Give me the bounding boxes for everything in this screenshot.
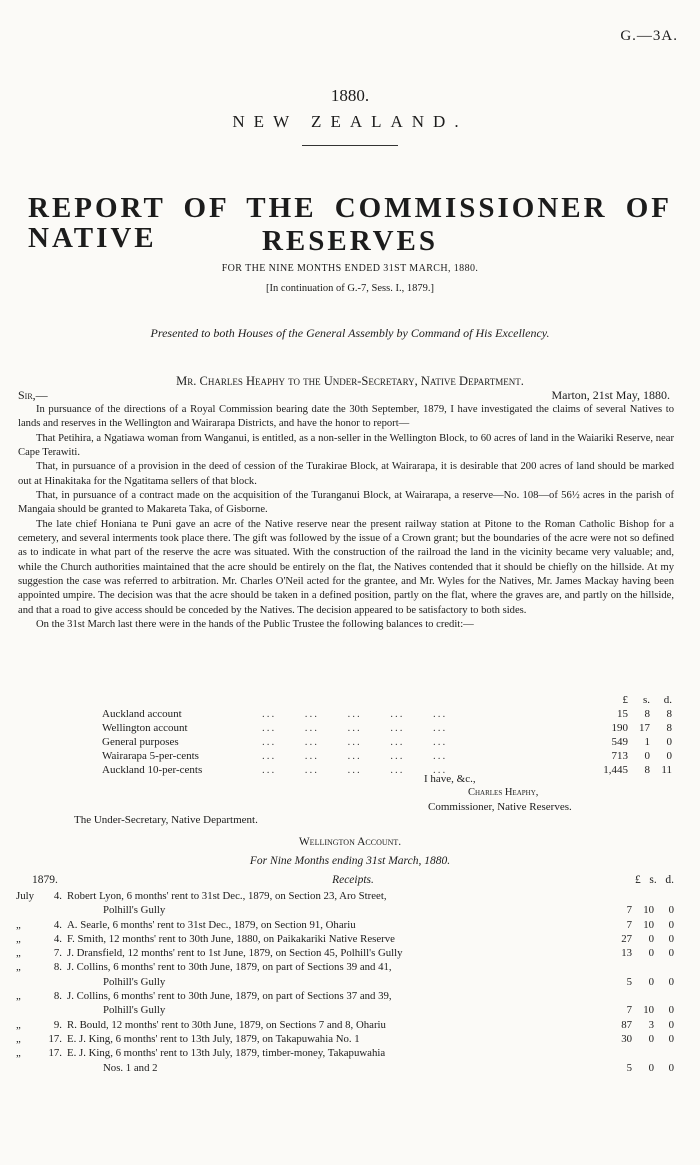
balances-currency-header <box>102 693 672 707</box>
leader-dots: ... ... ... ... ... <box>262 736 448 748</box>
pence-header: d. <box>663 694 672 706</box>
balance-name: Auckland account <box>102 708 182 720</box>
entry-shillings: 0 <box>648 947 654 960</box>
entry-shillings: 0 <box>648 1061 654 1074</box>
entry-day: 7. <box>53 947 62 960</box>
balance-pounds: 190 <box>611 722 628 734</box>
balance-name: Auckland 10-per-cents <box>102 764 203 776</box>
pounds-header: £ <box>622 694 628 706</box>
account-entry <box>16 946 674 960</box>
country-name: NEW ZEALAND. <box>232 112 468 131</box>
shillings-header: s. <box>642 694 650 706</box>
report-title-line-1: REPORT OF THE COMMISSIONER OF NATIVE <box>28 192 672 254</box>
entry-continuation: Polhill's Gully <box>103 904 166 917</box>
balance-shillings: 0 <box>644 750 650 762</box>
paragraph: That, in pursuance of a contract made on the acquisition of the Turanganui Block, at Wairarapa, a reserve—No. 108—of 56½ acres in the parish of Mangaia should be granted to Makareta Taka, of Gisborne. <box>18 490 674 516</box>
paragraph: That, in pursuance of a provision in the deed of cession of the Turakirae Block, at Wairarapa, it is desirable that 200 acres of land should be marked out at Hinakitaka for the Ngatitama sellers of that block. <box>18 461 674 487</box>
entry-month: „ <box>16 1047 21 1060</box>
entry-text: Robert Lyon, 6 months' rent to 31st Dec., 1879, on Section 23, Aro Street, <box>67 890 387 902</box>
entry-text: F. Smith, 12 months' rent to 30th June, 1880, on Paikakariki Native Reserve <box>67 932 395 945</box>
entry-month: „ <box>16 990 21 1003</box>
entry-pounds: 7 <box>626 1004 632 1017</box>
paragraph: In pursuance of the directions of a Royal Commission bearing date the 30th September, 1879, I have investigated the claims of several Natives to lands and reserves in the Wellington and Wairarapa Districts, and have the honor to report— <box>18 404 674 430</box>
entry-shillings: 10 <box>643 1004 654 1017</box>
entry-pounds: 87 <box>621 1018 632 1031</box>
account-entry <box>16 1046 674 1075</box>
balance-name: Wairarapa 5-per-cents <box>102 750 199 762</box>
balance-row <box>102 763 672 777</box>
balance-name: General purposes <box>102 736 179 748</box>
pence-header: d. <box>665 874 674 886</box>
presented-note: Presented to both Houses of the General Assembly by Command of His Excellency. <box>150 326 550 340</box>
entry-text: E. J. King, 6 months' rent to 13th July, 1879, timber-money, Takapuwahia <box>67 1047 386 1060</box>
title-divider <box>302 145 398 146</box>
entry-text: E. J. King, 6 months' rent to 13th July, 1879, on Takapuwahia No. 1 <box>67 1032 360 1045</box>
receipts-label: Receipts. <box>332 874 374 886</box>
report-subtitle: FOR THE NINE MONTHS ENDED 31ST MARCH, 1880. <box>221 263 479 274</box>
balance-pence: 8 <box>666 708 672 720</box>
entry-text: J. Collins, 6 months' rent to 30th June, 1879, on part of Sections 37 and 39, <box>67 990 392 1003</box>
account-entry <box>16 932 674 946</box>
entry-day: 8. <box>53 990 62 1003</box>
entry-month: „ <box>16 932 21 945</box>
account-entries <box>16 889 674 1075</box>
entry-day: 9. <box>53 1018 62 1031</box>
report-title-line-2: RESERVES <box>261 225 439 257</box>
entry-day: 4. <box>53 932 62 945</box>
entry-shillings: 0 <box>648 1032 654 1045</box>
balance-row <box>102 707 672 721</box>
continuation-note: [In continuation of G.-7, Sess. I., 1879.] <box>266 283 434 294</box>
account-entry <box>16 889 674 918</box>
entry-day: 8. <box>53 961 62 974</box>
entry-month: „ <box>16 947 21 960</box>
entry-pence: 0 <box>668 1018 674 1031</box>
balance-row <box>102 735 672 749</box>
entry-day: 17. <box>48 1032 62 1045</box>
entry-pence: 0 <box>668 918 674 931</box>
balance-shillings: 8 <box>644 708 650 720</box>
entry-pence: 0 <box>668 904 674 917</box>
entry-pounds: 7 <box>626 918 632 931</box>
entry-day: 4. <box>53 890 62 902</box>
paragraph: That Petihira, a Ngatiawa woman from Wanganui, is entitled, as a non-seller in the Wellington Block, to 60 acres of land in the Waiariki Reserve, near Cape Terawiti. <box>18 432 674 459</box>
account-entry <box>16 989 674 1018</box>
document-reference: G.—3A. <box>620 28 678 44</box>
entry-pence: 0 <box>668 1061 674 1074</box>
entry-continuation: Polhill's Gully <box>103 1004 166 1017</box>
entry-continuation: Polhill's Gully <box>103 975 166 988</box>
entry-pence: 0 <box>668 1032 674 1045</box>
entry-text: J. Collins, 6 months' rent to 30th June, 1879, on part of Sections 39 and 41, <box>67 961 392 974</box>
balance-pence: 0 <box>666 750 672 762</box>
entry-day: 17. <box>48 1047 62 1060</box>
entry-month: „ <box>16 961 21 974</box>
account-entry <box>16 1018 674 1032</box>
entry-text: A. Searle, 6 months' rent to 31st Dec., 1879, on Section 91, Ohariu <box>67 918 356 931</box>
entry-month: „ <box>16 918 21 931</box>
leader-dots: ... ... ... ... ... <box>262 750 448 762</box>
leader-dots: ... ... ... ... ... <box>262 708 448 720</box>
balance-pounds: 1,445 <box>603 764 628 776</box>
signature: Charles Heaphy, <box>468 787 539 798</box>
entry-continuation: Nos. 1 and 2 <box>103 1061 158 1074</box>
account-period: For Nine Months ending 31st March, 1880. <box>249 855 451 867</box>
letter-heading: Mr. Charles Heaphy to the Under-Secretary, Native Department. <box>176 374 524 388</box>
account-entry <box>16 960 674 989</box>
balance-pence: 0 <box>666 736 672 748</box>
shillings-header: s. <box>649 874 657 886</box>
entry-text: R. Bould, 12 months' rent to 30th June, 1879, on Sections 7 and 8, Ohariu <box>67 1018 386 1031</box>
entry-pence: 0 <box>668 947 674 960</box>
entry-pounds: 13 <box>621 947 632 960</box>
pounds-header: £ <box>635 874 641 886</box>
report-year: 1880. <box>330 86 370 105</box>
entry-shillings: 3 <box>648 1018 654 1031</box>
account-entry <box>16 918 674 932</box>
entry-pounds: 30 <box>621 1032 632 1045</box>
balance-shillings: 8 <box>644 764 650 776</box>
salutation: Sir,— <box>18 388 48 402</box>
entry-shillings: 0 <box>648 975 654 988</box>
leader-dots: ... ... ... ... ... <box>262 764 448 776</box>
entry-pounds: 7 <box>626 904 632 917</box>
balance-name: Wellington account <box>102 722 188 734</box>
entry-shillings: 0 <box>648 932 654 945</box>
entry-month: „ <box>16 1032 21 1045</box>
closing: I have, &c., <box>424 773 476 785</box>
balance-pounds: 549 <box>611 736 628 748</box>
entry-pounds: 5 <box>626 1061 632 1074</box>
account-year: 1879. <box>32 874 58 886</box>
balance-pence: 8 <box>666 722 672 734</box>
entry-month: „ <box>16 1018 21 1031</box>
place-date: Marton, 21st May, 1880. <box>551 388 670 402</box>
entry-pence: 0 <box>668 975 674 988</box>
letter-body <box>18 403 674 633</box>
paragraph: On the 31st March last there were in the hands of the Public Trustee the following balances to credit:— <box>36 619 474 631</box>
balance-row <box>102 749 672 763</box>
entry-shillings: 10 <box>643 904 654 917</box>
signoff-block <box>424 772 572 814</box>
leader-dots: ... ... ... ... ... <box>262 722 448 734</box>
balance-row <box>102 721 672 735</box>
entry-day: 4. <box>53 918 62 931</box>
entry-pounds: 27 <box>621 932 632 945</box>
entry-pounds: 5 <box>626 975 632 988</box>
signatory-role: Commissioner, Native Reserves. <box>428 801 572 813</box>
entry-text: J. Dransfield, 12 months' rent to 1st June, 1879, on Section 45, Polhill's Gully <box>67 947 403 960</box>
balance-pounds: 713 <box>611 750 628 762</box>
currency-header <box>635 874 674 886</box>
balances-table <box>102 693 672 777</box>
entry-shillings: 10 <box>643 918 654 931</box>
balance-pence: 11 <box>661 764 672 776</box>
balance-shillings: 17 <box>639 722 650 734</box>
account-title: Wellington Account. <box>298 836 402 848</box>
balance-shillings: 1 <box>644 736 650 748</box>
paragraph: The late chief Honiana te Puni gave an acre of the Native reserve near the present railway station at Pitone to the Roman Catholic Bishop for a cemetery, and several interments took place there. The gift was followed by the issue of a Crown grant; but the boundaries of the acre were not so defined as to indicate in what part of the reserve the acre was situated. With the construction of the railroad the land in the vicinity became very valuable; and, while the Church authorities maintained that the acre should be entirely on the flat, the Natives contended that it should be chiefly on the hillside. At my suggestion the case was referred to arbitration. Mr. Charles O'Neil acted for the grantee, and Mr. Wyles for the Natives, Mr. James Mackay having been appointed umpire. The decision was that the acre should be taken in a defined position, partly on the flat, where the graves are, and partly on the hillside, and that a road to give access should be conceded by the Natives. The decision appeared to be satisfactory to both sides. <box>18 518 674 616</box>
entry-month: July <box>16 890 34 902</box>
entry-pence: 0 <box>668 932 674 945</box>
balance-pounds: 15 <box>617 708 628 720</box>
addressee: The Under-Secretary, Native Department. <box>74 814 258 826</box>
entry-pence: 0 <box>668 1004 674 1017</box>
account-entry <box>16 1032 674 1046</box>
